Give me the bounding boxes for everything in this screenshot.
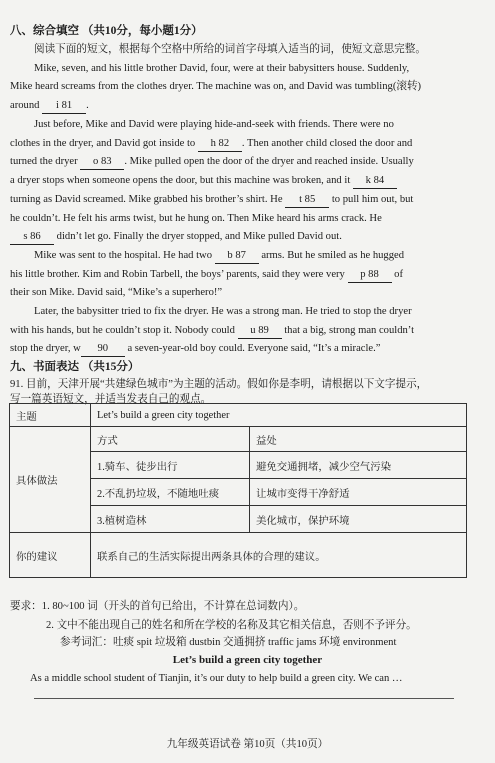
practice-label: 具体做法 (10, 427, 91, 533)
blank-86[interactable]: s 86 (10, 230, 54, 245)
passage-text: stop the dryer, w (10, 343, 81, 354)
passage-text: turned the dryer (10, 156, 78, 167)
blank-83[interactable]: o 83 (80, 155, 124, 170)
page-footer: 九年级英语试卷 第10页（共10页） (166, 739, 329, 750)
passage-line: around i 81 . (10, 99, 488, 114)
passage-text: that a big, strong man couldn’t (284, 325, 415, 336)
blank-85[interactable]: t 85 (285, 193, 329, 208)
passage-line: Mike heard screams from the clothes dryer. The machine was on, and David was tumbling(滚转) (10, 81, 422, 92)
passage-text: . Mike pulled open the door of the dryer and reached inside. Usually (124, 156, 414, 167)
passage-line (10, 193, 488, 208)
passage-line (10, 324, 488, 339)
passage-text: clothes in the dryer, and David got inside to (10, 138, 196, 149)
method-cell: 3.植树造林 (91, 506, 250, 533)
passage-line (10, 268, 488, 283)
passage-line (10, 230, 488, 245)
section-8-heading: 八、综合填空 （共10分，每小题1分） (10, 25, 203, 37)
blank-88[interactable]: p 88 (348, 268, 392, 283)
requirement-2: 2. 文中不能出现自己的姓名和所在学校的名称及其它相关信息，否则不予评分。 (46, 620, 417, 631)
passage-text: his little brother. Kim and Robin Tarbell, the boys’ parents, said they were very (10, 269, 345, 280)
benefit-cell: 避免交通拥堵，减少空气污染 (250, 452, 467, 479)
reference-vocabulary: 参考词汇：吐痰 spit 垃圾箱 dustbin 交通拥挤 traffic jams 环境 environment (60, 637, 397, 648)
blank-87[interactable]: b 87 (215, 249, 259, 264)
topic-label: 主题 (10, 404, 91, 427)
section-9-heading: 九、书面表达 （共15分） (10, 361, 140, 373)
passage-line: Just before, Mike and David were playing hide-and-seek with friends. There were no (34, 119, 394, 130)
suggestion-label: 你的建议 (10, 533, 91, 578)
passage-text: of (394, 269, 403, 280)
benefit-cell: 让城市变得干净舒适 (250, 479, 467, 506)
passage-line (10, 342, 488, 357)
answer-line[interactable] (34, 698, 454, 699)
passage-line (10, 174, 488, 189)
topic-value: Let’s build a green city together (91, 404, 467, 427)
blank-84[interactable]: k 84 (353, 174, 397, 189)
writing-prompt-table (9, 403, 467, 578)
passage-line (34, 249, 488, 264)
question-91-line: 写一篇英语短文，并适当发表自己的观点。 (10, 394, 212, 405)
question-91-line: 91. 目前，天津开展“共建绿色城市”为主题的活动。假如你是李明，请根据以下文字提示， (10, 379, 428, 390)
benefit-column-header: 益处 (250, 427, 467, 452)
essay-title: Let’s build a green city together (172, 654, 323, 666)
passage-line: Mike, seven, and his little brother David, four, were at their babysitters house. Suddenly, (34, 63, 410, 74)
blank-82[interactable]: h 82 (198, 137, 242, 152)
passage-text: Mike was sent to the hospital. He had two (34, 250, 213, 261)
passage-line: he couldn’t. He felt his arms twist, but he hung on. Then Mike heard his arms crack. He (10, 213, 382, 224)
passage-text: with his hands, but he couldn’t stop it. Nobody could (10, 325, 235, 336)
passage-text: a seven-year-old boy could. Everyone said, “It’s a miracle.” (127, 343, 381, 354)
requirement-1: 要求：1. 80~100 词（开头的首句已给出，不计算在总词数内）。 (10, 601, 305, 612)
blank-90[interactable]: 90 (81, 342, 125, 357)
passage-text: to pull him out, but (331, 194, 414, 205)
blank-81[interactable]: i 81 (42, 99, 86, 114)
passage-text: turning as David screamed. Mike grabbed his brother’s shirt. He (10, 194, 283, 205)
passage-line (10, 137, 488, 152)
passage-text: . Then another child closed the door and (241, 138, 413, 149)
blank-89[interactable]: u 89 (238, 324, 282, 339)
passage-text: didn’t let go. Finally the dryer stopped, and Mike pulled David out. (56, 231, 342, 242)
benefit-cell: 美化城市，保护环境 (250, 506, 467, 533)
suggestion-value: 联系自己的生活实际提出两条具体的合理的建议。 (91, 533, 467, 578)
passage-text: a dryer stops when someone opens the door, but this machine was broken, and it (10, 175, 351, 186)
method-cell: 1.骑车、徒步出行 (91, 452, 250, 479)
passage-text: around (10, 100, 40, 111)
section-8-instruction: 阅读下面的短文，根据每个空格中所给的词首字母填入适当的词，使短文意思完整。 (34, 44, 426, 55)
passage-line: their son Mike. David said, “Mike’s a superhero!” (10, 287, 223, 298)
essay-opening-sentence: As a middle school student of Tianjin, it’s our duty to help build a green city. We can … (30, 673, 403, 684)
passage-line: Later, the babysitter tried to fix the dryer. He was a strong man. He tried to stop the dryer (34, 306, 412, 317)
passage-text: arms. But he smiled as he hugged (261, 250, 405, 261)
passage-line (10, 155, 488, 170)
method-cell: 2.不乱扔垃圾，不随地吐痰 (91, 479, 250, 506)
method-column-header: 方式 (91, 427, 250, 452)
